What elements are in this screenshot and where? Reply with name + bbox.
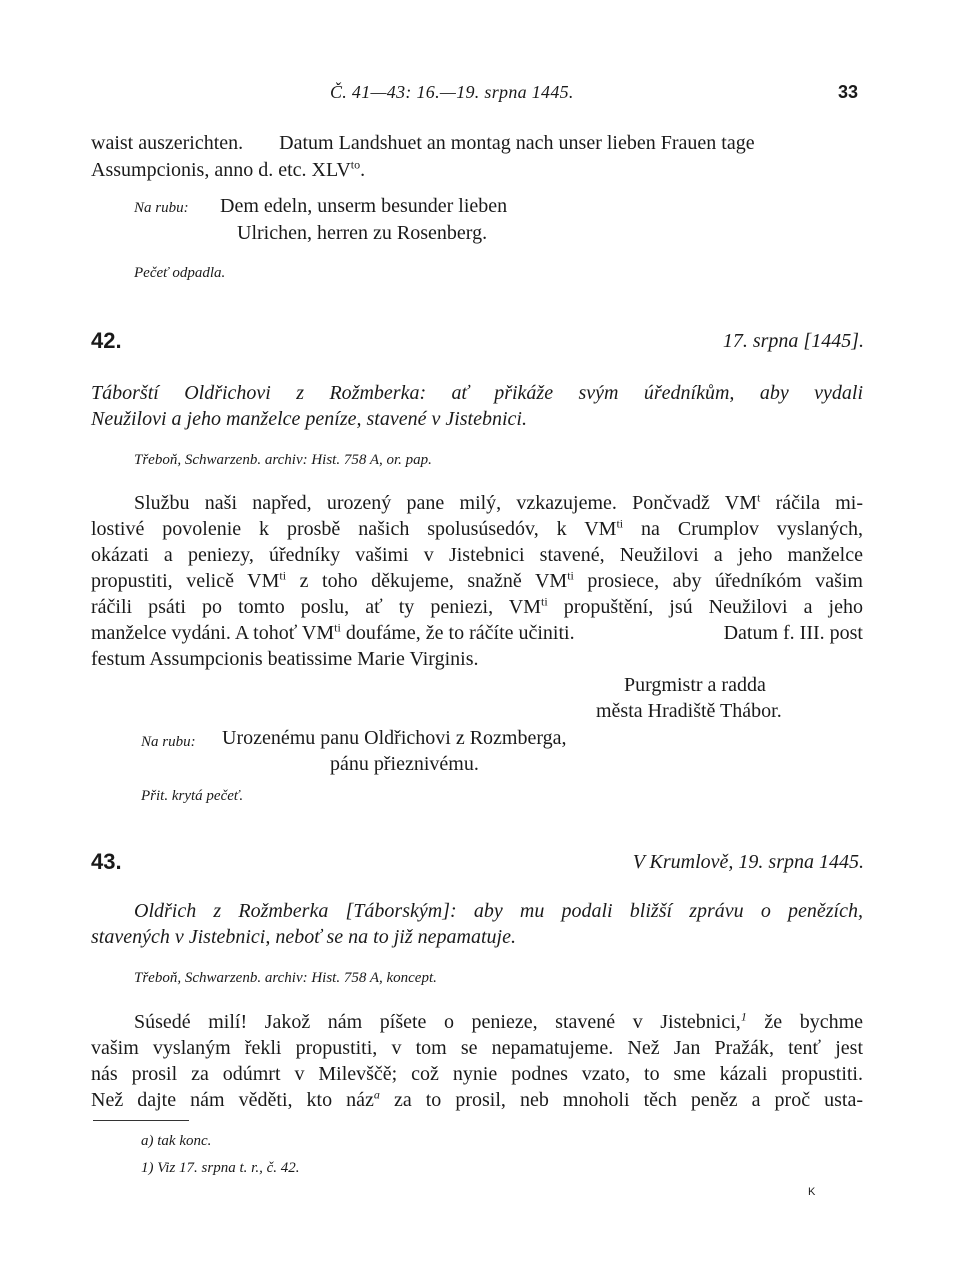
doc41-line1-a: waist auszerichten. (91, 132, 244, 154)
doc43-body-l4-sup: a (373, 1087, 380, 1102)
doc42-body-l5-sup: ti (541, 594, 548, 609)
signature-mark: K (808, 1186, 816, 1198)
doc42-seal: Přit. krytá pečeť. (141, 788, 244, 804)
doc41-line2-end: . (360, 159, 366, 181)
doc42-body-l6-a: manželce vydáni. A tohoť VM (91, 622, 335, 644)
doc42-body-line2 (91, 516, 863, 542)
doc42-body-l5-a: ráčili psáti po tomto poslu, ať ty peniezi, VM (91, 596, 542, 618)
doc43-body-l1-b: že bychme (746, 1011, 863, 1033)
running-title: Č. 41—43: 16.—19. srpna 1445. (330, 82, 574, 102)
doc42-body-l1-b: ráčila mi- (760, 492, 863, 514)
doc42-body-line3: okázati a peniezy, úředníky vašimi v Jistebnici stavené, Neužilovi a jeho manželce (91, 544, 863, 566)
doc41-na-rubu-line1: Dem edeln, unserm besunder lieben (220, 195, 508, 217)
doc42-body-l5-b: propuštění, jsú Neužilovi a jeho (547, 596, 863, 618)
doc42-body-l1-a: Službu naši napřed, urozený pane milý, vzkazujeme. Pončvadž VM (134, 492, 757, 514)
doc42-date: 17. srpna [1445]. (722, 330, 864, 352)
doc42-na-rubu-label: Na rubu: (141, 734, 196, 750)
doc43-body-l1-sup: 1 (740, 1009, 747, 1024)
doc42-body-l2-a: lostivé povolenie k prosbě našich spolusúsedóv, k VM (91, 518, 617, 540)
doc41-seal: Pečeť odpadla. (134, 265, 226, 281)
footnote-1: 1) Viz 17. srpna t. r., č. 42. (141, 1160, 300, 1176)
doc41-line1-b: Datum Landshuet an montag nach unser lieben Frauen tage (279, 132, 755, 154)
doc42-body-l2-sup: ti (616, 516, 624, 531)
doc42-body-line5 (91, 594, 863, 620)
doc42-number: 42. (91, 328, 122, 353)
doc42-body-line1 (134, 490, 863, 516)
doc43-body-line4 (91, 1087, 863, 1113)
doc42-summary-line2: Neužilovi a jeho manželce peníze, stavené v Jistebnici. (91, 408, 527, 430)
footnote-a: a) tak konc. (141, 1133, 212, 1149)
doc42-body-l4-sup1: ti (279, 568, 287, 583)
doc41-line2-text: Assumpcionis, anno d. etc. XLV (91, 159, 351, 181)
doc42-body-l4-b: z toho děkujeme, snažně VM (286, 570, 568, 592)
doc42-body-line4 (91, 568, 863, 594)
doc42-body-l1-sup: t (757, 490, 761, 505)
doc41-na-rubu-line2: Ulrichen, herren zu Rosenberg. (237, 222, 488, 244)
doc42-body-l4-sup2: ti (567, 568, 574, 583)
doc42-body-l6-sup: ti (334, 620, 341, 635)
doc43-summary-line1: Oldřich z Rožmberka [Táborským]: aby mu podali bližší zprávu o penězích, (134, 900, 863, 922)
doc42-na-rubu-line2: pánu přieznivému. (330, 753, 479, 775)
doc41-line2 (91, 157, 365, 183)
doc42-body-l2-b: na Crumplov vyslaných, (623, 518, 863, 540)
doc42-na-rubu-line1: Urozenému panu Oldřichovi z Rozmberga, (222, 727, 567, 749)
page-number: 33 (838, 82, 859, 102)
doc43-source: Třeboň, Schwarzenb. archiv: Hist. 758 A, koncept. (134, 970, 437, 986)
doc43-date: V Krumlově, 19. srpna 1445. (632, 851, 864, 873)
doc41-line1 (91, 130, 863, 156)
doc41-line2-sup: to (350, 157, 361, 172)
doc41-na-rubu-label: Na rubu: (134, 200, 189, 216)
doc42-body-l4-a: propustiti, velicě VM (91, 570, 280, 592)
doc42-body-l6-c: Datum f. III. post (723, 622, 863, 644)
doc42-summary-line1: Táborští Oldřichovi z Rožmberka: ať přikáže svým úředníkům, aby vydali (91, 382, 863, 404)
doc42-body-line6 (91, 620, 863, 646)
doc43-body-line3: nás prosil za odúmrt v Milevščě; což nynie podnes vzato, to sme kázali propustiti. (91, 1063, 863, 1085)
doc43-summary-line2: stavených v Jistebnici, neboť se na to již nepamatuje. (91, 926, 516, 948)
doc42-signature-line2: města Hradiště Thábor. (596, 700, 782, 722)
footnote-rule (93, 1120, 189, 1121)
doc43-body-l4-b: za to prosil, neb mnoholi těch peněz a proč usta- (379, 1089, 863, 1111)
doc43-body-l1-a: Súsedé milí! Jakož nám píšete o penieze, stavené v Jistebnici, (134, 1011, 741, 1033)
doc42-body-line7: festum Assumpcionis beatissime Marie Virginis. (91, 648, 479, 670)
doc42-body-l4-c: prosiece, aby úředníkóm vašim (573, 570, 863, 592)
doc43-number: 43. (91, 849, 122, 874)
doc43-body-line1 (134, 1009, 863, 1035)
doc43-body-line2: vašim vyslaným řekli propustiti, v tom se nepamatujeme. Než Jan Pražák, tenť jest (91, 1037, 863, 1059)
doc42-signature-line1: Purgmistr a radda (624, 674, 766, 696)
doc43-body-l4-a: Než dajte nám věděti, kto náz (91, 1089, 374, 1111)
doc42-body-l6-b: doufáme, že to ráčíte učiniti. (340, 622, 575, 644)
doc42-source: Třeboň, Schwarzenb. archiv: Hist. 758 A, or. pap. (134, 452, 432, 468)
